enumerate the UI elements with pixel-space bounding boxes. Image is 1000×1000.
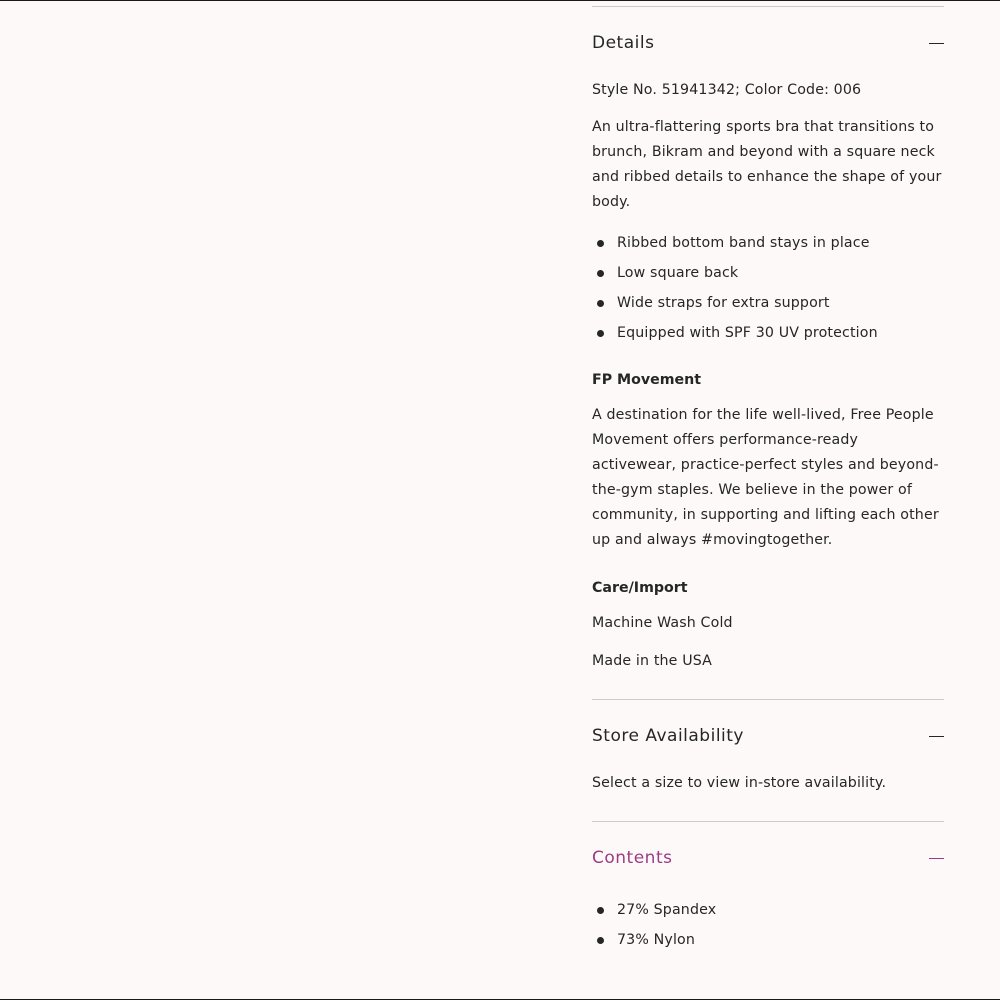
minus-icon[interactable] bbox=[929, 858, 944, 859]
store-availability-accordion-header[interactable] bbox=[592, 700, 944, 772]
list-item: Equipped with SPF 30 UV protection bbox=[592, 318, 944, 348]
details-content bbox=[592, 78, 944, 674]
details-accordion-header[interactable] bbox=[592, 7, 944, 79]
minus-icon[interactable] bbox=[929, 736, 944, 737]
import-text: Made in the USA bbox=[592, 653, 713, 669]
contents-accordion-header[interactable] bbox=[592, 822, 944, 894]
brand-heading: FP Movement bbox=[592, 372, 702, 388]
product-description: An ultra-flattering sports bra that transitions to brunch, Bikram and beyond with a square neck and ribbed details to enhance the shape of your body. bbox=[592, 119, 942, 210]
details-title: Details bbox=[592, 33, 655, 53]
style-number: Style No. 51941342; Color Code: 006 bbox=[592, 82, 862, 98]
list-item: 73% Nylon bbox=[592, 925, 944, 955]
list-item: Wide straps for extra support bbox=[592, 288, 944, 318]
care-heading: Care/Import bbox=[592, 580, 688, 596]
store-availability-text: Select a size to view in-store availability. bbox=[592, 775, 887, 791]
contents-list bbox=[592, 895, 944, 955]
list-item: Ribbed bottom band stays in place bbox=[592, 228, 944, 258]
care-text: Machine Wash Cold bbox=[592, 615, 733, 631]
product-info-panel bbox=[592, 6, 944, 955]
minus-icon[interactable] bbox=[929, 43, 944, 44]
contents-title: Contents bbox=[592, 848, 673, 868]
store-availability-content bbox=[592, 771, 944, 796]
list-item: Low square back bbox=[592, 258, 944, 288]
brand-description: A destination for the life well-lived, Free People Movement offers performance-ready activewear, practice-perfect styles and beyond-the-gym staples. We believe in the power of community, in supporting and lifting each other up and always #movingtogether. bbox=[592, 407, 939, 548]
store-availability-title: Store Availability bbox=[592, 726, 744, 746]
feature-list bbox=[592, 228, 944, 348]
list-item: 27% Spandex bbox=[592, 895, 944, 925]
